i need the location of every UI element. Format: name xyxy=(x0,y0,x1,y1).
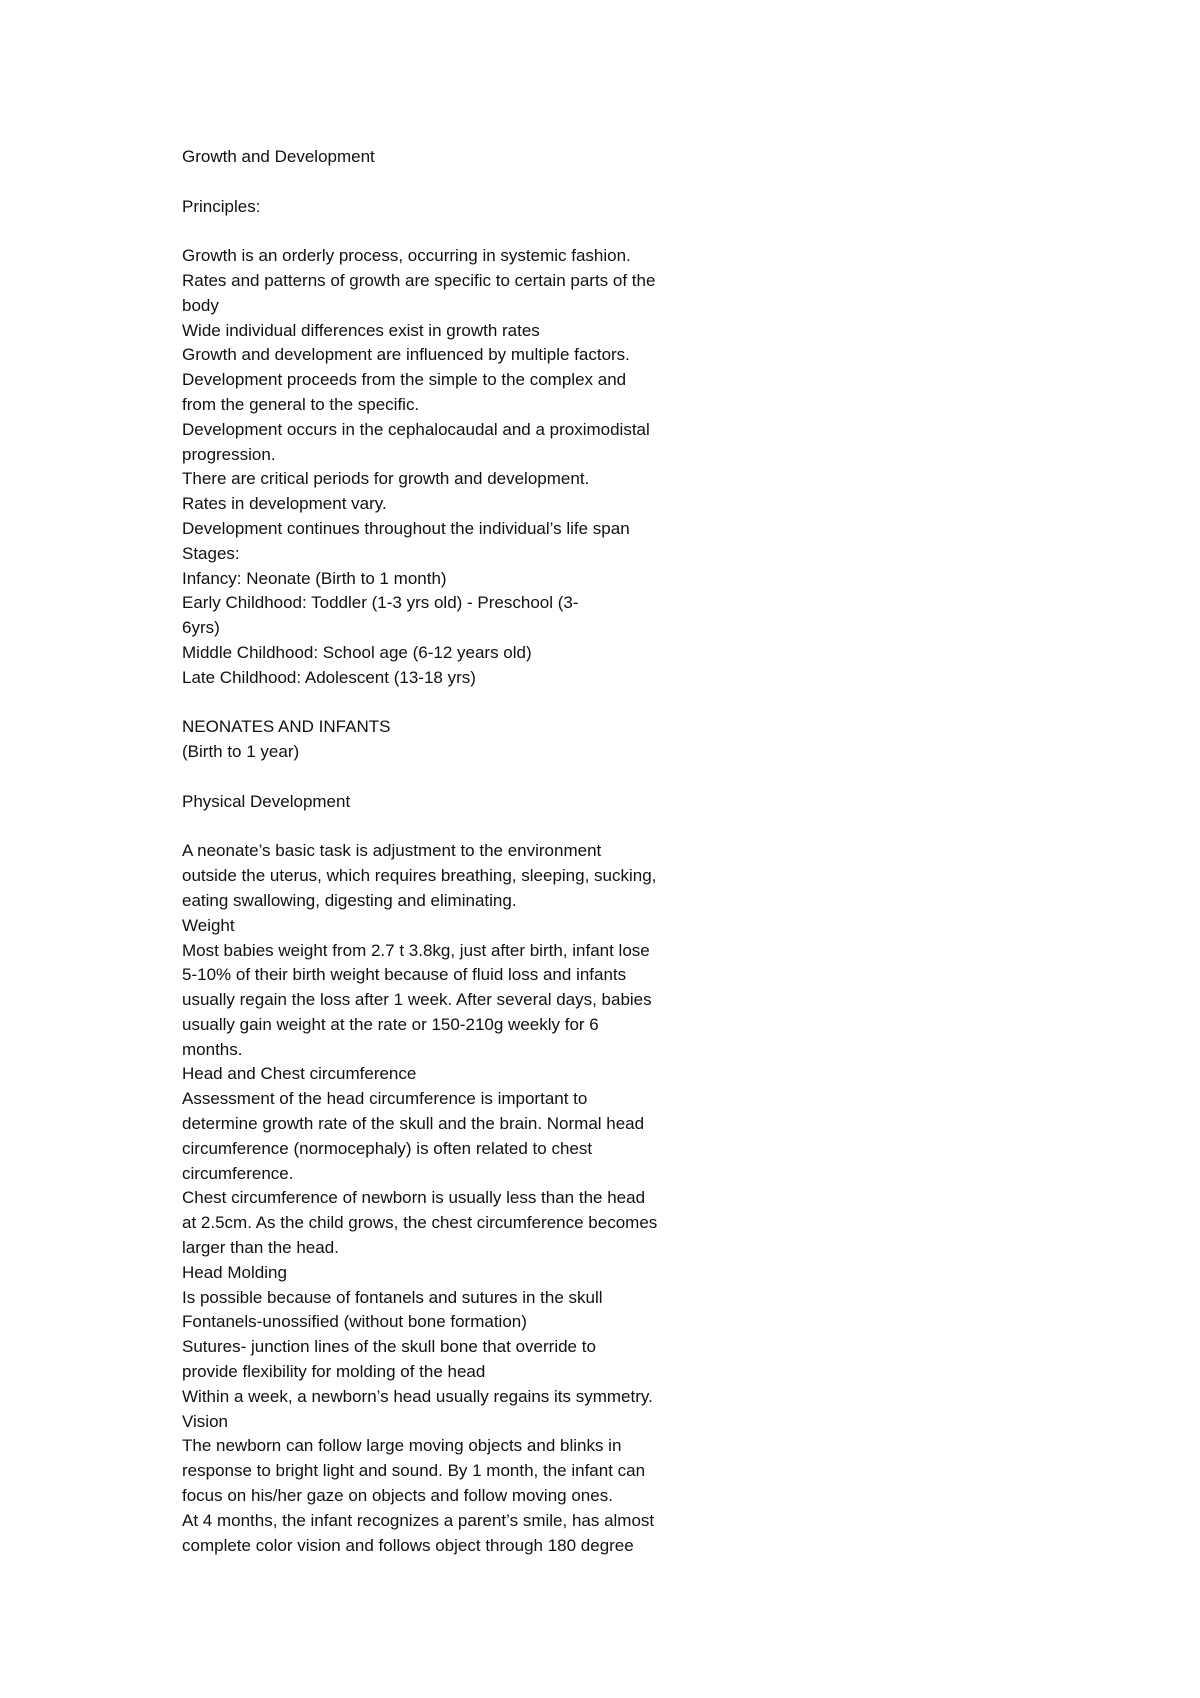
text-line: from the general to the specific. xyxy=(182,394,420,414)
text-line: Development occurs in the cephalocaudal and a proximodistal xyxy=(182,419,650,439)
text-line: months. xyxy=(182,1039,243,1059)
text-line: usually gain weight at the rate or 150-210g weekly for 6 xyxy=(182,1014,599,1034)
subheading-weight: Weight xyxy=(182,915,235,935)
text-line: Growth is an orderly process, occurring in systemic fashion. xyxy=(182,246,631,266)
text-line: Development proceeds from the simple to the complex and xyxy=(182,370,627,390)
text-line: Late Childhood: Adolescent (13-18 yrs) xyxy=(182,667,476,687)
subheading-head-chest: Head and Chest circumference xyxy=(182,1064,417,1084)
text-line: usually regain the loss after 1 week. After several days, babies xyxy=(182,990,652,1010)
text-line: Rates and patterns of growth are specific to certain parts of the xyxy=(182,270,656,290)
principles-heading: Principles: xyxy=(182,196,261,216)
blank-line xyxy=(182,170,722,195)
text-line: determine growth rate of the skull and the brain. Normal head xyxy=(182,1114,645,1134)
text-line: Development continues throughout the individual’s life span xyxy=(182,518,630,538)
text-line: Stages: xyxy=(182,543,240,563)
text-line: A neonate’s basic task is adjustment to the environment xyxy=(182,841,602,861)
text-line: There are critical periods for growth and development. xyxy=(182,469,590,489)
text-line: At 4 months, the infant recognizes a parent’s smile, has almost xyxy=(182,1510,655,1530)
text-line: Wide individual differences exist in growth rates xyxy=(182,320,540,340)
text-line: circumference (normocephaly) is often related to chest xyxy=(182,1138,593,1158)
subheading-vision: Vision xyxy=(182,1411,228,1431)
text-line: 5-10% of their birth weight because of fluid loss and infants xyxy=(182,965,627,985)
text-line: Middle Childhood: School age (6-12 years old) xyxy=(182,642,532,662)
text-line: Sutures- junction lines of the skull bone that override to xyxy=(182,1337,596,1357)
physical-heading: Physical Development xyxy=(182,791,351,811)
text-line: provide flexibility for molding of the head xyxy=(182,1362,486,1382)
blank-line xyxy=(182,691,722,716)
text-line: eating swallowing, digesting and eliminating. xyxy=(182,890,517,910)
text-line: focus on his/her gaze on objects and follow moving ones. xyxy=(182,1486,613,1506)
text-line: Growth and development are influenced by multiple factors. xyxy=(182,345,630,365)
blank-line xyxy=(182,765,722,790)
text-line: Most babies weight from 2.7 t 3.8kg, just after birth, infant lose xyxy=(182,940,650,960)
document-title: Growth and Development xyxy=(182,147,375,166)
text-line: Assessment of the head circumference is important to xyxy=(182,1089,588,1109)
text-line: at 2.5cm. As the child grows, the chest circumference becomes xyxy=(182,1213,658,1233)
text-line: body xyxy=(182,295,219,315)
section-subheading: (Birth to 1 year) xyxy=(182,742,300,762)
text-line: response to bright light and sound. By 1 month, the infant can xyxy=(182,1461,646,1481)
text-line: Early Childhood: Toddler (1-3 yrs old) - Preschool (3- xyxy=(182,593,579,613)
text-line: Rates in development vary. xyxy=(182,494,387,514)
document-body xyxy=(182,145,722,1558)
text-line: Infancy: Neonate (Birth to 1 month) xyxy=(182,568,447,588)
text-line: outside the uterus, which requires breathing, sleeping, sucking, xyxy=(182,866,657,886)
text-line: 6yrs) xyxy=(182,618,220,638)
blank-line xyxy=(182,219,722,244)
section-heading: NEONATES AND INFANTS xyxy=(182,717,391,737)
text-line: circumference. xyxy=(182,1163,294,1183)
text-line: complete color vision and follows object through 180 degree xyxy=(182,1535,634,1555)
text-line: Fontanels-unossified (without bone formation) xyxy=(182,1312,527,1332)
blank-line xyxy=(182,815,722,840)
text-line: Chest circumference of newborn is usually less than the head xyxy=(182,1188,646,1208)
text-line: The newborn can follow large moving objects and blinks in xyxy=(182,1436,622,1456)
subheading-head-molding: Head Molding xyxy=(182,1262,287,1282)
text-line: progression. xyxy=(182,444,276,464)
text-line: Within a week, a newborn’s head usually regains its symmetry. xyxy=(182,1386,653,1406)
text-line: larger than the head. xyxy=(182,1238,339,1258)
text-line: Is possible because of fontanels and sutures in the skull xyxy=(182,1287,603,1307)
